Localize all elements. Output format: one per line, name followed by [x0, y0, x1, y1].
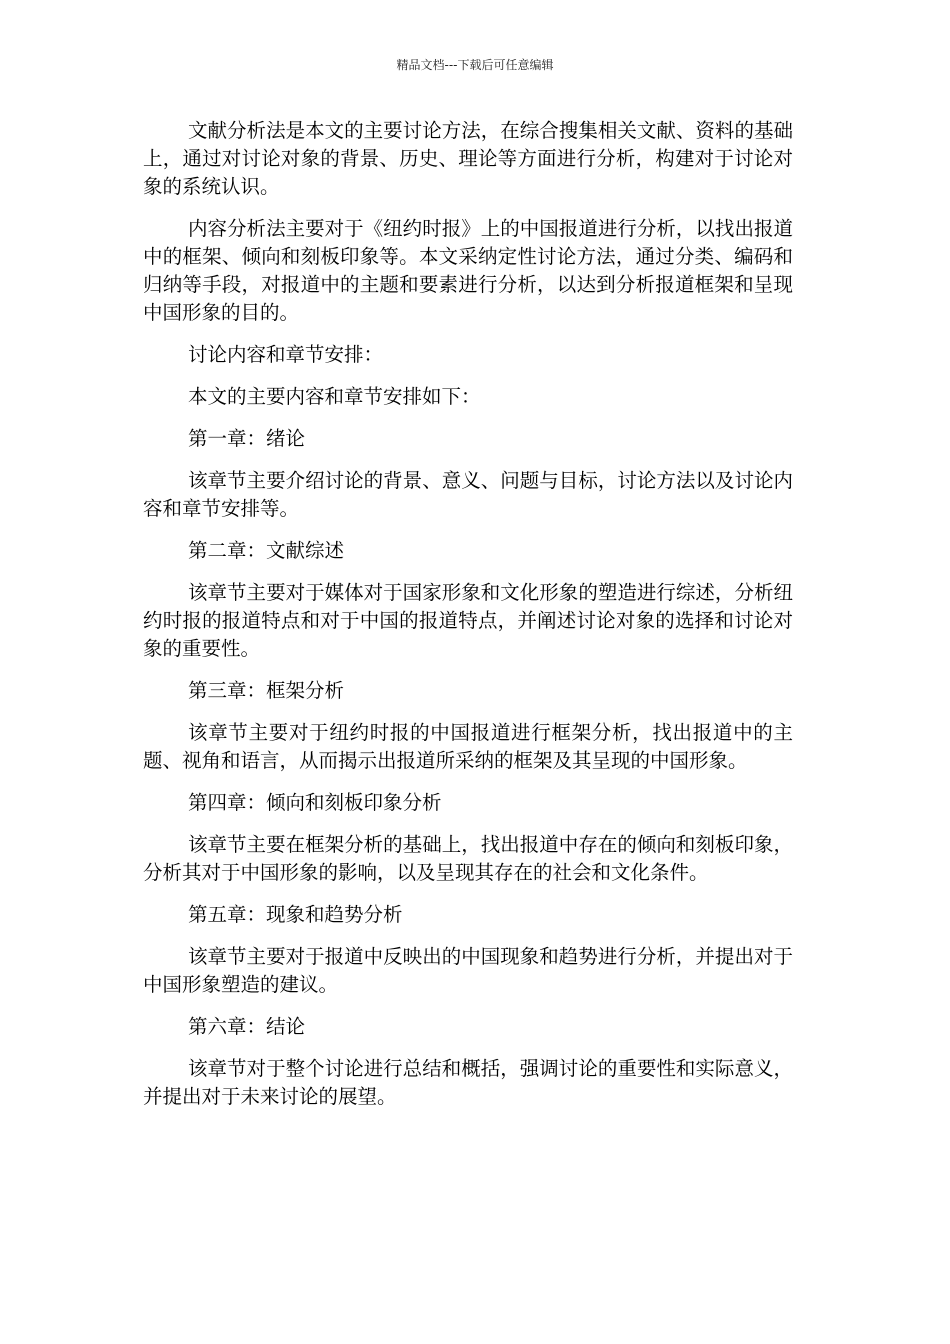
- chapter-desc-1: 该章节主要介绍讨论的背景、意义、问题与目标，讨论方法以及讨论内容和章节安排等。: [143, 469, 793, 520]
- chapter-desc-3: 该章节主要对于纽约时报的中国报道进行框架分析，找出报道中的主题、视角和语言，从而揭示出报道所采纳的框架及其呈现的中国形象。: [143, 721, 793, 772]
- chapter-heading-6: 第六章：结论: [188, 1015, 306, 1038]
- chapter-desc-5: 该章节主要对于报道中反映出的中国现象和趋势进行分析，并提出对于中国形象塑造的建议。: [143, 945, 793, 996]
- chapter-desc-4: 该章节主要在框架分析的基础上，找出报道中存在的倾向和刻板印象，分析其对于中国形象的影响，以及呈现其存在的社会和文化条件。: [143, 833, 793, 884]
- chapter-heading-5: 第五章：现象和趋势分析: [188, 903, 403, 926]
- chapter-heading-3: 第三章：框架分析: [188, 679, 345, 702]
- paragraph-content-method: 内容分析法主要对于《纽约时报》上的中国报道进行分析，以找出报道中的框架、倾向和刻板印象等。本文采纳定性讨论方法，通过分类、编码和归纳等手段，对报道中的主题和要素进行分析，以达到分析报道框架和呈现中国形象的目的。: [143, 217, 793, 324]
- chapter-heading-1: 第一章：绪论: [188, 427, 306, 450]
- chapter-heading-4: 第四章：倾向和刻板印象分析: [188, 791, 442, 814]
- chapter-desc-2: 该章节主要对于媒体对于国家形象和文化形象的塑造进行综述，分析纽约时报的报道特点和对于中国的报道特点，并阐述讨论对象的选择和讨论对象的重要性。: [143, 581, 793, 660]
- page-header: 精品文档---下载后可任意编辑: [396, 58, 554, 72]
- chapter-heading-2: 第二章：文献综述: [188, 539, 345, 562]
- document-body: [143, 117, 793, 1125]
- chapter-desc-6: 该章节对于整个讨论进行总结和概括，强调讨论的重要性和实际意义，并提出对于未来讨论的展望。: [143, 1057, 793, 1108]
- paragraph-literature-method: 文献分析法是本文的主要讨论方法，在综合搜集相关文献、资料的基础上，通过对讨论对象的背景、历史、理论等方面进行分析，构建对于讨论对象的系统认识。: [143, 119, 793, 198]
- paragraph-contents-intro: 本文的主要内容和章节安排如下：: [188, 385, 481, 408]
- section-heading-contents: 讨论内容和章节安排：: [188, 343, 384, 366]
